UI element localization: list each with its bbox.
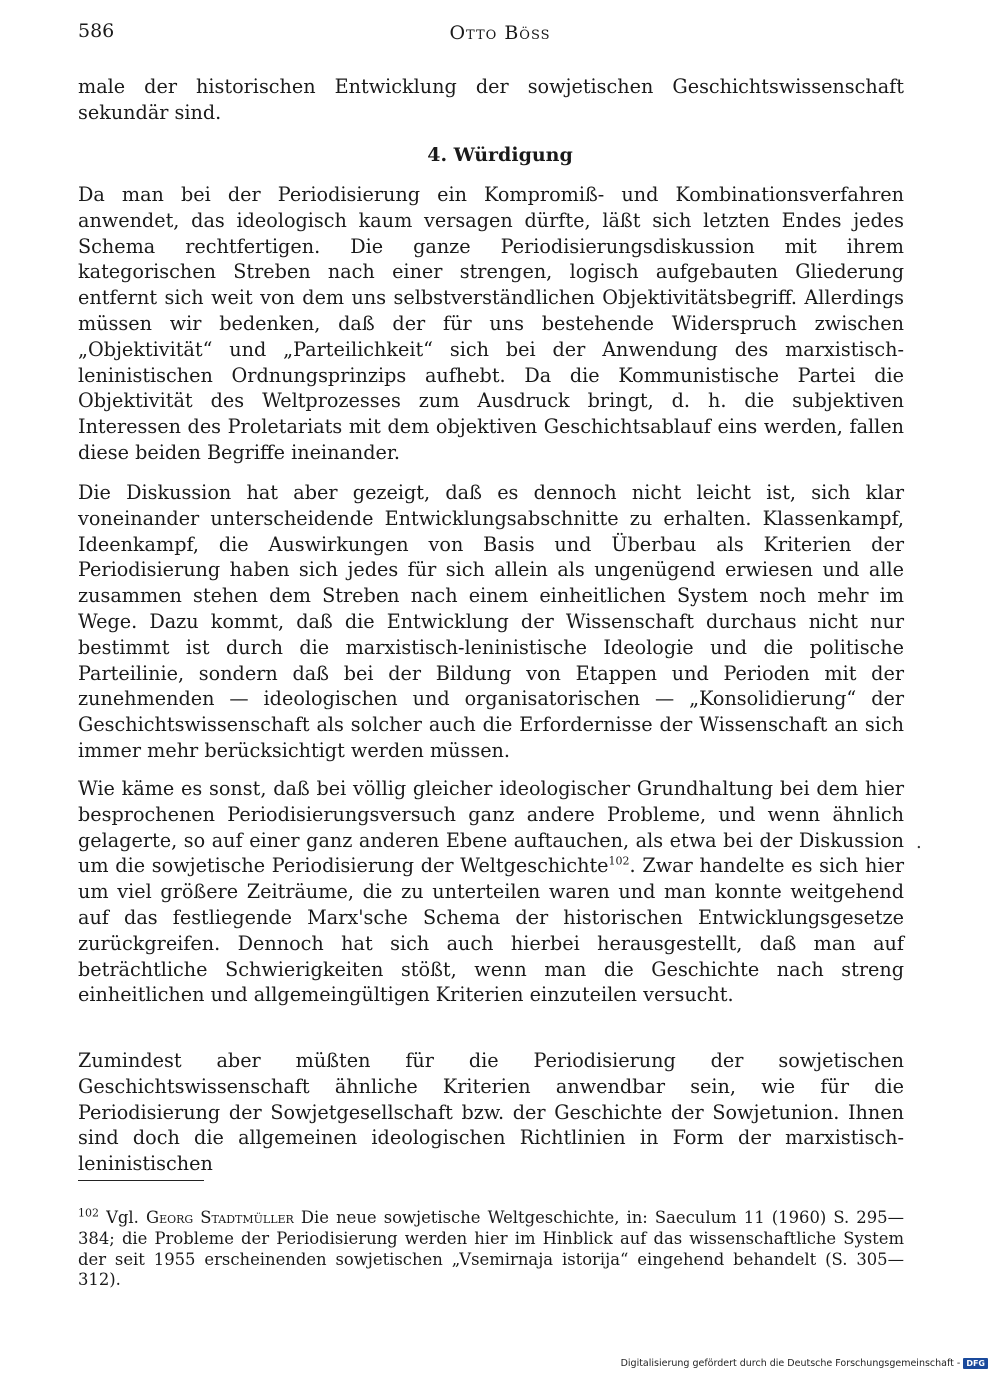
footnote-number: 102 bbox=[78, 1206, 99, 1220]
dfg-logo-icon: DFG bbox=[963, 1358, 988, 1369]
footnote-text: Vgl. bbox=[99, 1208, 146, 1227]
paragraph-4 bbox=[78, 1048, 904, 1177]
footnote-reference[interactable]: 102 bbox=[608, 855, 630, 868]
paragraph-text bbox=[78, 776, 904, 1008]
digitization-credit bbox=[621, 1358, 988, 1369]
page-number: 586 bbox=[78, 20, 115, 42]
footnote-rule bbox=[78, 1180, 204, 1181]
footnote-text: Die neue sowjetische Weltgeschichte, in: Saeculum 11 (1960) S. 295—384; die Probleme der Periodisierung werden hier im Hinblick auf das wissenschaftliche System der seit 1955 erscheinenden sowjetischen „Vsemirnaja istorija“ eingehend behandelt (S. 305—312). bbox=[78, 1208, 904, 1290]
footnote bbox=[78, 1208, 904, 1291]
margin-dot: . bbox=[916, 832, 922, 853]
section-heading: 4. Würdigung bbox=[427, 144, 573, 166]
running-head: Otto Böss bbox=[449, 22, 551, 44]
paragraph-2 bbox=[78, 480, 904, 764]
paragraph-continuation bbox=[78, 74, 904, 126]
paragraph-text: male der historischen Entwicklung der sowjetischen Geschichtswissenschaft sekundär sind. bbox=[78, 75, 904, 124]
paragraph-1 bbox=[78, 182, 904, 466]
credit-text: Digitalisierung gefördert durch die Deutsche Forschungsgemeinschaft - bbox=[620, 1358, 961, 1369]
paragraph-3 bbox=[78, 776, 904, 1008]
paragraph-text: Die Diskussion hat aber gezeigt, daß es dennoch nicht leicht ist, sich klar voneinander unterscheidende Entwicklungsabschnitte zu erhalten. Klassenkampf, Ideenkampf, die Auswirkungen von Basis und Überbau als Kriterien der Periodisierung haben sich jedes für sich allein als ungenügend erwiesen und alle zusammen stehen dem Streben nach einem einheitlichen System noch mehr im Wege. Dazu kommt, daß die Entwicklung der Wissenschaft durchaus nicht nur bestimmt ist durch die marxistisch-leninistische Ideologie und die politische Parteilinie, sondern daß bei der Bildung von Etappen und Perioden mit der zunehmenden — ideologischen und organisatorischen — „Konsolidierung“ der Geschichtswissenschaft als solcher auch die Erfordernisse der Wissenschaft an sich immer mehr berücksichtigt werden müssen. bbox=[78, 481, 904, 762]
paragraph-text-part: . Zwar handelte es sich hier um viel größere Zeiträume, die zu unterteilen waren und man konnte weitgehend auf das festliegende Marx'sche Schema der historischen Entwicklungsgesetze zurückgreifen. Dennoch hat sich auch hierbei herausgestellt, daß man auf beträchtliche Schwierigkeiten stößt, wenn man die Geschichte nach streng einheitlichen und allgemeingültigen Kriterien einzuteilen versucht. bbox=[78, 854, 904, 1007]
footnote-author: Georg Stadtmüller bbox=[145, 1208, 294, 1227]
paragraph-text: Zumindest aber müßten für die Periodisierung der sowjetischen Geschichtswissenschaft ähnliche Kriterien anwendbar sein, wie für die Periodisierung der Sowjetgesellschaft bzw. der Geschichte der Sowjetunion. Ihnen sind doch die allgemeinen ideologischen Richtlinien in Form der marxistisch-leninistischen bbox=[78, 1049, 904, 1176]
paragraph-text-part: Wie käme es sonst, daß bei völlig gleicher ideologischer Grundhaltung bei dem hier besprochenen Periodisierungsversuch ganz andere Probleme, und wenn ähnlich gelagerte, so auf einer ganz anderen Ebene auftauchen, als etwa bei der Diskussion um die sowjetische Periodisierung der Weltgeschichte bbox=[78, 777, 904, 878]
paragraph-text: Da man bei der Periodisierung ein Kompromiß- und Kombinationsverfahren anwendet, das ideologisch kaum versagen dürfte, läßt sich letzten Endes jedes Schema rechtfertigen. Die ganze Periodisierungsdiskussion mit ihrem kategorischen Streben nach einer strengen, logisch aufgebauten Gliederung entfernt sich weit von dem uns selbstverständlichen Objektivitätsbegriff. Allerdings müssen wir bedenken, daß der für uns bestehende Widerspruch zwischen „Objektivität“ und „Parteilichkeit“ sich bei der Anwendung des marxistisch-leninistischen Ordnungsprinzips aufhebt. Da die Kommunistische Partei die Objektivität des Weltprozesses zum Ausdruck bringt, d. h. die subjektiven Interessen des Proletariats mit dem objektiven Geschichtsablauf eins werden, fallen diese beiden Begriffe ineinander. bbox=[78, 183, 904, 464]
